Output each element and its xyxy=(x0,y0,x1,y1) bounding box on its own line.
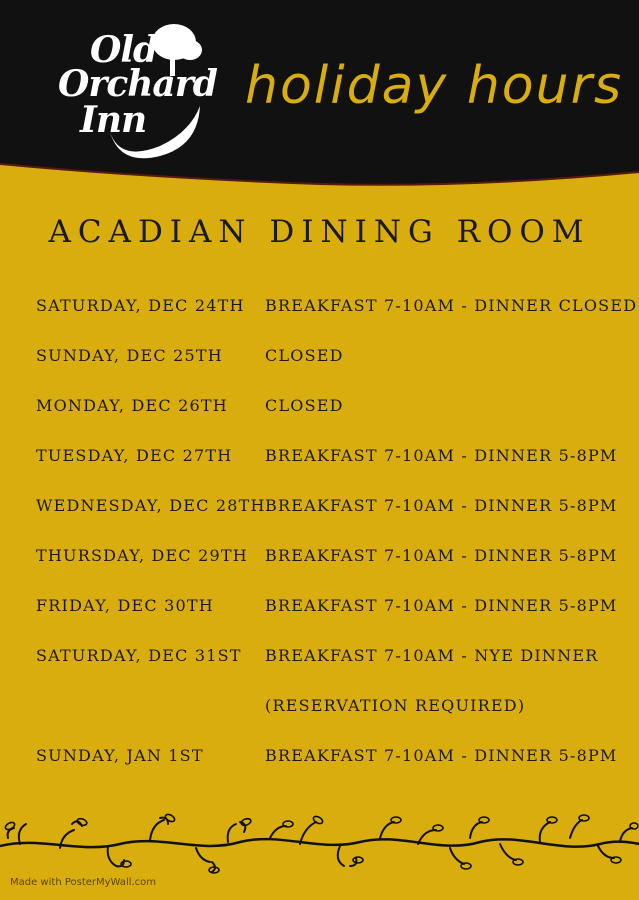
schedule-row xyxy=(36,338,626,388)
schedule-hours: BREAKFAST 7-10AM - NYE DINNER xyxy=(265,646,599,665)
postermywall-credit: Made with PosterMyWall.com xyxy=(10,877,157,888)
schedule-row xyxy=(36,588,626,638)
schedule-hours: (RESERVATION REQUIRED) xyxy=(265,696,526,715)
schedule-row xyxy=(36,388,626,438)
schedule-day: FRIDAY, DEC 30TH xyxy=(36,596,214,615)
schedule-row xyxy=(36,638,626,688)
schedule-hours: BREAKFAST 7-10AM - DINNER CLOSED xyxy=(265,296,638,315)
schedule-hours: BREAKFAST 7-10AM - DINNER 5-8PM xyxy=(265,446,618,465)
schedule-day: SATURDAY, DEC 31ST xyxy=(36,646,242,665)
schedule-day: MONDAY, DEC 26TH xyxy=(36,396,228,415)
schedule-day: TUESDAY, DEC 27TH xyxy=(36,446,233,465)
schedule-row xyxy=(36,738,626,788)
schedule-hours: BREAKFAST 7-10AM - DINNER 5-8PM xyxy=(265,496,618,515)
schedule-day: SATURDAY, DEC 24TH xyxy=(36,296,245,315)
schedule-list xyxy=(36,288,638,788)
schedule-row xyxy=(36,488,626,538)
schedule-row xyxy=(36,288,638,338)
schedule-hours: CLOSED xyxy=(265,346,344,365)
vine-border-decoration xyxy=(0,808,639,878)
schedule-hours: BREAKFAST 7-10AM - DINNER 5-8PM xyxy=(265,746,618,765)
schedule-row xyxy=(36,688,626,738)
schedule-hours: BREAKFAST 7-10AM - DINNER 5-8PM xyxy=(265,546,618,565)
holiday-hours-heading: holiday hours xyxy=(245,56,624,116)
logo-line-old: Old xyxy=(90,29,158,71)
logo-line-inn: Inn xyxy=(80,99,147,141)
logo-line-orchard: Orchard xyxy=(58,63,217,105)
schedule-day: THURSDAY, DEC 29TH xyxy=(36,546,248,565)
schedule-hours: CLOSED xyxy=(265,396,344,415)
schedule-row xyxy=(36,538,626,588)
dining-room-title: ACADIAN DINING ROOM xyxy=(48,214,591,250)
schedule-row xyxy=(36,438,626,488)
old-orchard-inn-logo xyxy=(50,14,217,164)
schedule-day: WEDNESDAY, DEC 28TH xyxy=(36,496,266,515)
schedule-day: SUNDAY, DEC 25TH xyxy=(36,346,223,365)
schedule-hours: BREAKFAST 7-10AM - DINNER 5-8PM xyxy=(265,596,618,615)
schedule-day: SUNDAY, JAN 1ST xyxy=(36,746,204,765)
